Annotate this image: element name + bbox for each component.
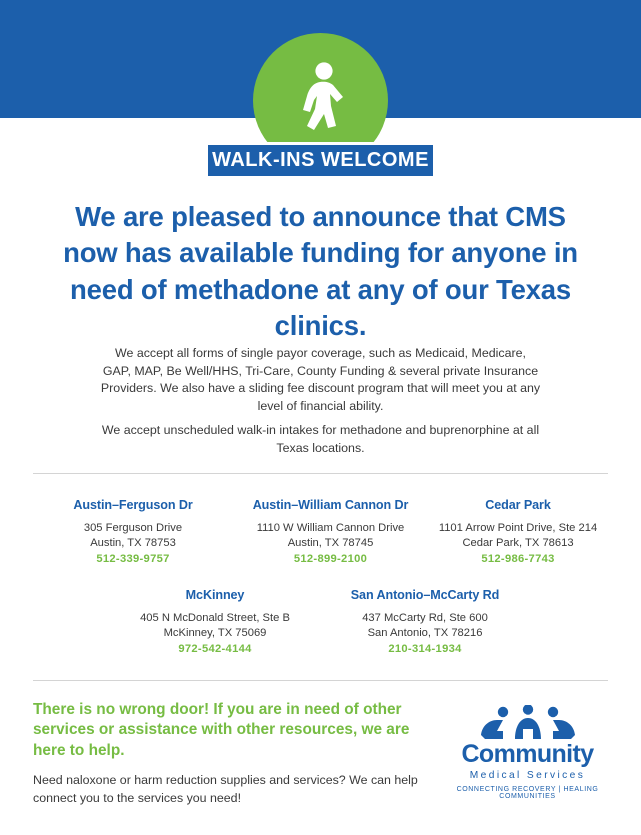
page-headline: We are pleased to announce that CMS now has available funding for anyone in need of methadone at any of our Texas clinics.: [63, 201, 578, 341]
footer-heading: There is no wrong door! If you are in need of other services or assistance with other resources, we are here to help.: [33, 701, 410, 759]
clinic-card: [428, 498, 608, 565]
clinic-card: [320, 588, 530, 655]
logo-subtitle: Medical Services: [469, 770, 586, 781]
walk-in-paragraph: We accept unscheduled walk-in intakes for methadone and buprenorphine at all Texas locations.: [101, 423, 540, 455]
clinic-card: [110, 588, 320, 655]
clinic-name: Cedar Park: [485, 498, 551, 512]
clinic-address-line-2: Austin, TX 78745: [287, 536, 374, 549]
clinic-phone[interactable]: 512-899-2100: [293, 552, 368, 565]
community-medical-services-logo: [440, 705, 615, 800]
clinic-name: Austin–Ferguson Dr: [73, 498, 193, 512]
walk-ins-welcome-label: WALK-INS WELCOME: [212, 149, 429, 171]
clinic-list-row-2: [110, 588, 530, 655]
insurance-paragraph: We accept all forms of single payor coverage, such as Medicaid, Medicare, GAP, MAP, Be Well/HHS, Tri-Care, County Funding & several private Insurance Providers. We also have a sliding fee discount program that will meet you at any level of financial ability.: [100, 346, 541, 413]
clinic-address-line-1: 1110 W William Cannon Drive: [256, 522, 405, 534]
clinic-card: [33, 498, 233, 565]
clinic-address-line-1: 437 McCarty Rd, Ste 600: [362, 612, 488, 624]
clinic-address-line-1: 305 Ferguson Drive: [83, 522, 183, 534]
clinic-address-line-1: 405 N McDonald Street, Ste B: [140, 612, 290, 624]
walk-ins-welcome-badge: [205, 142, 436, 179]
people-figures-icon: [440, 705, 615, 741]
clinic-address-line-2: San Antonio, TX 78216: [367, 626, 483, 639]
clinic-phone[interactable]: 210-314-1934: [388, 642, 462, 655]
clinic-phone[interactable]: 512-339-9757: [96, 552, 170, 565]
clinic-address-line-1: 1101 Arrow Point Drive, Ste 214: [438, 522, 598, 534]
footer-subtext: Need naloxone or harm reduction supplies and services? We can help connect you to the services you need!: [33, 773, 418, 805]
divider-top: [33, 473, 608, 474]
clinic-name: San Antonio–McCarty Rd: [350, 588, 500, 602]
clinic-address-line-2: Cedar Park, TX 78613: [462, 536, 574, 549]
clinic-address-line-2: Austin, TX 78753: [90, 536, 176, 549]
logo-tagline: CONNECTING RECOVERY | HEALING COMMUNITIES: [456, 786, 599, 800]
clinic-name: McKinney: [185, 588, 245, 602]
clinic-phone[interactable]: 972-542-4144: [178, 642, 252, 655]
divider-bottom: [33, 680, 608, 681]
clinic-phone[interactable]: 512-986-7743: [481, 552, 555, 565]
clinic-list-row-1: [33, 498, 608, 565]
clinic-address-line-2: McKinney, TX 75069: [163, 626, 267, 639]
logo-wordmark: Community: [461, 740, 594, 768]
clinic-card: [233, 498, 428, 565]
clinic-name: Austin–William Cannon Dr: [252, 498, 409, 512]
